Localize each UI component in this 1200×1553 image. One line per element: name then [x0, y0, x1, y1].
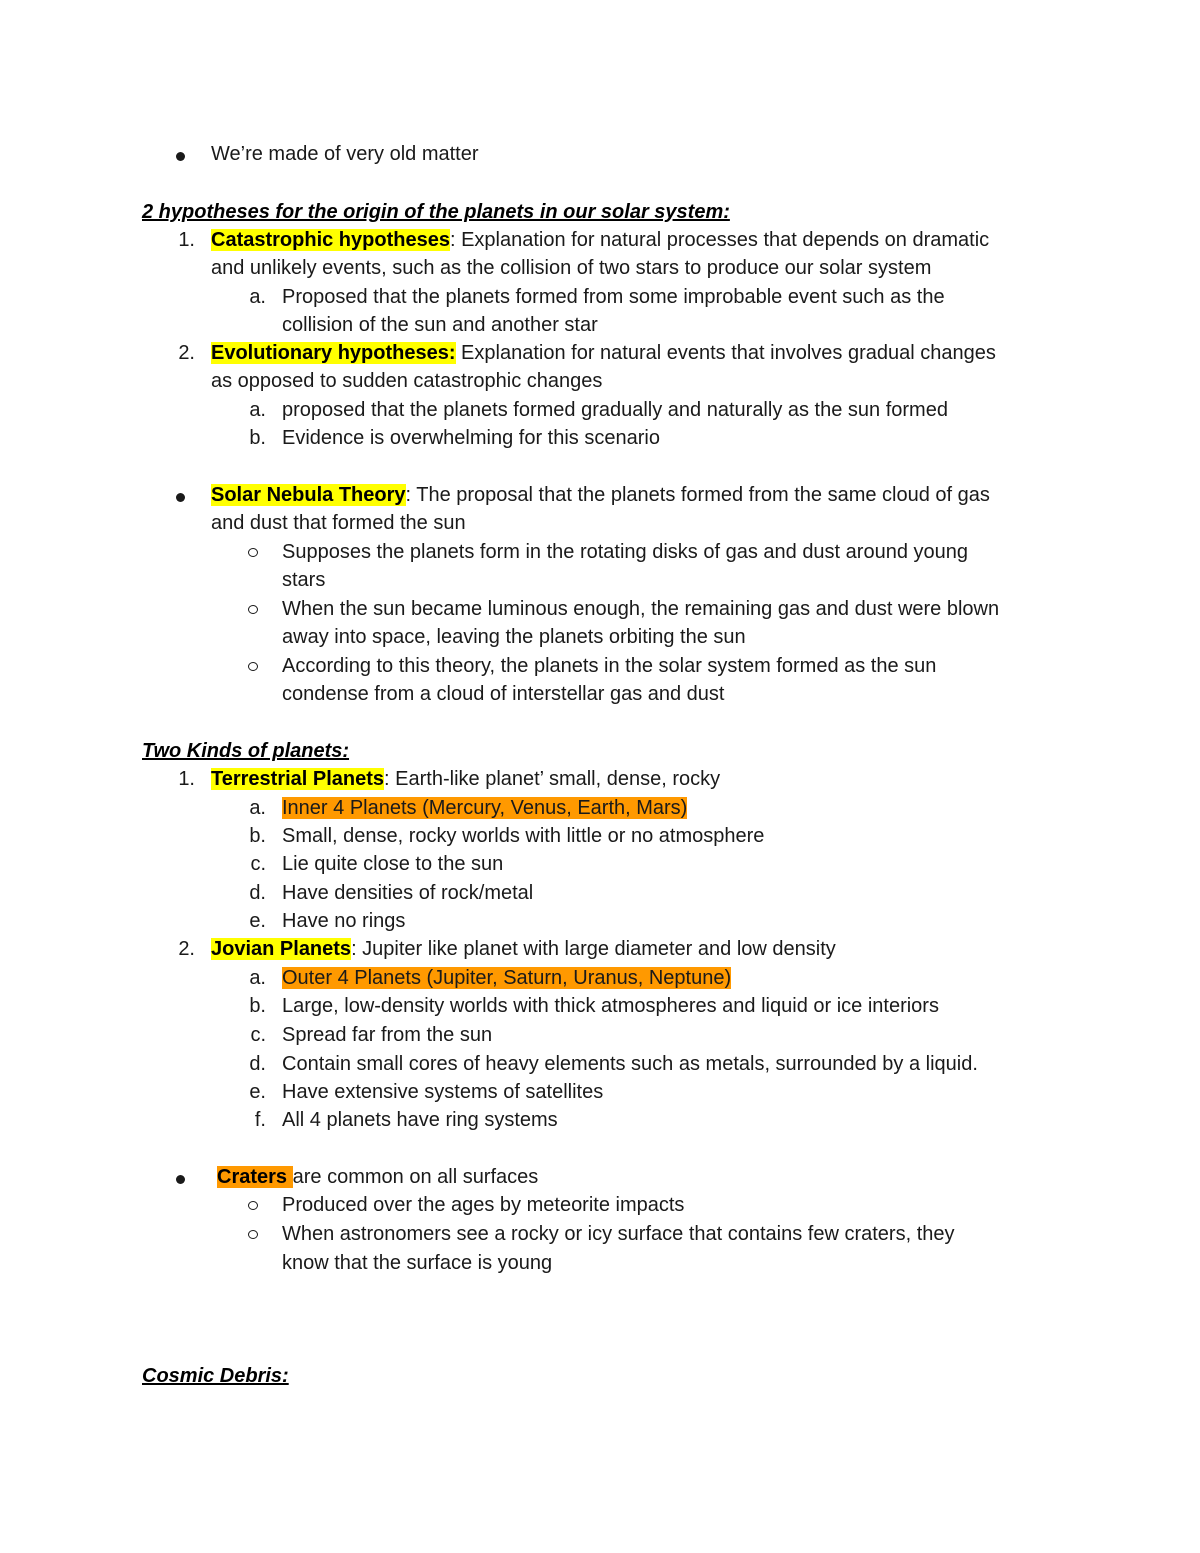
terrestrial-sub-b: Small, dense, rocky worlds with little or no atmosphere: [282, 825, 765, 847]
bullet-circle-icon: [248, 605, 258, 614]
jovian-sub-f: All 4 planets have ring systems: [282, 1109, 558, 1131]
list-letter: a.: [249, 967, 266, 989]
outer-planets-highlight: Outer 4 Planets (Jupiter, Saturn, Uranus, Neptune): [282, 967, 732, 989]
jovian-sub-d: Contain small cores of heavy elements such as metals, surrounded by a liquid.: [282, 1053, 978, 1075]
evolutionary-term: Evolutionary hypotheses:: [211, 342, 456, 364]
nebula-sub1-line2: stars: [282, 569, 326, 591]
terrestrial-sub-e: Have no rings: [282, 910, 406, 932]
terrestrial-line: [211, 765, 720, 793]
list-letter: b.: [249, 427, 266, 449]
nebula-sub2-line1: When the sun became luminous enough, the remaining gas and dust were blown: [282, 598, 1000, 620]
catastrophic-term: Catastrophic hypotheses: [211, 229, 450, 251]
jovian-sub-e: Have extensive systems of satellites: [282, 1081, 604, 1103]
nebula-def: : The proposal that the planets formed from the same cloud of gas: [405, 484, 990, 506]
kinds-heading: Two Kinds of planets:: [142, 740, 350, 762]
catastrophic-line2: and unlikely events, such as the collision of two stars to produce our solar system: [211, 257, 932, 279]
catastrophic-def: : Explanation for natural processes that depends on dramatic: [449, 229, 990, 251]
bullet-circle-icon: [248, 1201, 258, 1210]
nebula-line1: [211, 481, 990, 509]
terrestrial-sub-c: Lie quite close to the sun: [282, 853, 504, 875]
jovian-def: : Jupiter like planet with large diameter and low density: [351, 938, 836, 960]
list-letter: e.: [249, 1081, 266, 1103]
catastrophic-line1: [211, 226, 989, 254]
catastrophic-sub-a-line2: collision of the sun and another star: [282, 314, 598, 336]
list-letter: d.: [249, 1053, 266, 1075]
jovian-term: Jovian Planets: [211, 938, 352, 960]
list-letter: a.: [249, 286, 266, 308]
bullet-circle-icon: [248, 1230, 258, 1239]
jovian-sub-a: [282, 964, 731, 992]
craters-def: are common on all surfaces: [292, 1166, 539, 1188]
evolutionary-sub-a: proposed that the planets formed gradually and naturally as the sun formed: [282, 399, 948, 421]
evolutionary-line1: [211, 339, 996, 367]
hypotheses-heading: 2 hypotheses for the origin of the planets in our solar system:: [142, 201, 730, 223]
bullet-dot-icon: [176, 1175, 185, 1184]
list-letter: f.: [254, 1109, 266, 1131]
list-letter: b.: [249, 995, 266, 1017]
list-letter: a.: [249, 797, 266, 819]
debris-heading: Cosmic Debris:: [142, 1365, 289, 1387]
terrestrial-sub-d: Have densities of rock/metal: [282, 882, 534, 904]
evolutionary-line2: as opposed to sudden catastrophic changes: [211, 370, 603, 392]
catastrophic-sub-a-line1: Proposed that the planets formed from some improbable event such as the: [282, 286, 945, 308]
craters-sub1: Produced over the ages by meteorite impacts: [282, 1194, 685, 1216]
evolutionary-def: Explanation for natural events that involves gradual changes: [455, 342, 996, 364]
nebula-line2: and dust that formed the sun: [211, 512, 466, 534]
list-letter: c.: [250, 853, 266, 875]
evolutionary-sub-b: Evidence is overwhelming for this scenario: [282, 427, 660, 449]
terrestrial-def: : Earth-like planet’ small, dense, rocky: [384, 768, 721, 790]
nebula-term: Solar Nebula Theory: [211, 484, 406, 506]
list-number: 1.: [178, 229, 195, 251]
nebula-sub1-line1: Supposes the planets form in the rotating disks of gas and dust around young: [282, 541, 968, 563]
list-number: 2.: [178, 938, 195, 960]
craters-term: Craters: [217, 1166, 293, 1188]
list-letter: b.: [249, 825, 266, 847]
bullet-dot-icon: [176, 493, 185, 502]
list-letter: e.: [249, 910, 266, 932]
craters-sub2-line1: When astronomers see a rocky or icy surface that contains few craters, they: [282, 1223, 955, 1245]
list-number: 2.: [178, 342, 195, 364]
list-letter: d.: [249, 882, 266, 904]
jovian-sub-c: Spread far from the sun: [282, 1024, 493, 1046]
intro-text: We’re made of very old matter: [211, 143, 479, 165]
list-number: 1.: [178, 768, 195, 790]
craters-line: [217, 1163, 538, 1191]
bullet-circle-icon: [248, 548, 258, 557]
jovian-line: [211, 935, 836, 963]
list-letter: c.: [250, 1024, 266, 1046]
jovian-sub-b: Large, low-density worlds with thick atmospheres and liquid or ice interiors: [282, 995, 939, 1017]
craters-sub2-line2: know that the surface is young: [282, 1252, 553, 1274]
bullet-circle-icon: [248, 662, 258, 671]
nebula-sub2-line2: away into space, leaving the planets orbiting the sun: [282, 626, 746, 648]
nebula-sub3-line2: condense from a cloud of interstellar gas and dust: [282, 683, 725, 705]
inner-planets-highlight: Inner 4 Planets (Mercury, Venus, Earth, Mars): [282, 797, 688, 819]
list-letter: a.: [249, 399, 266, 421]
nebula-sub3-line1: According to this theory, the planets in the solar system formed as the sun: [282, 655, 937, 677]
terrestrial-sub-a: [282, 794, 687, 822]
bullet-dot-icon: [176, 152, 185, 161]
terrestrial-term: Terrestrial Planets: [211, 768, 385, 790]
